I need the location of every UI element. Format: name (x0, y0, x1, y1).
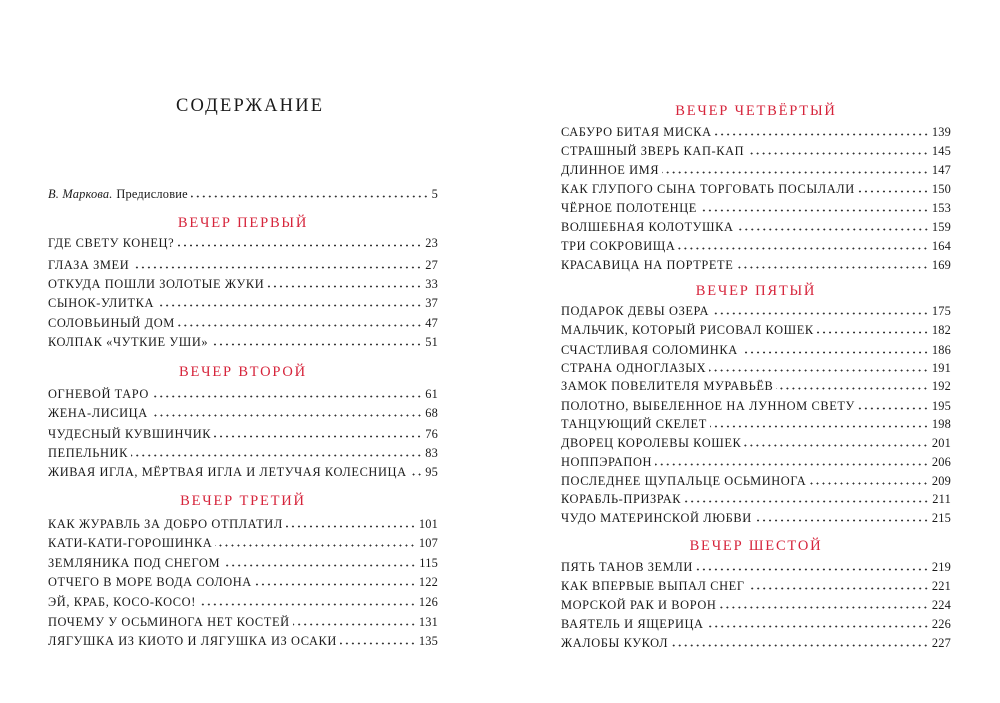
toc-entry[interactable] (561, 509, 951, 527)
entry-title: ОГНЕВОЙ ТАРО (48, 387, 149, 401)
entry-title: ТАНЦУЮЩИЙ СКЕЛЕТ (561, 417, 707, 431)
leader-dots (744, 444, 928, 447)
toc-entry[interactable] (48, 333, 438, 351)
page-number: 139 (931, 125, 951, 139)
toc-entry[interactable] (561, 577, 951, 595)
entry-title: ЧУДЕСНЫЙ КУВШИНЧИК (48, 427, 212, 441)
entry-title: ВАЯТЕЛЬ И ЯЩЕРИЦА (561, 617, 704, 631)
toc-entry[interactable] (561, 237, 951, 255)
page-number: 169 (931, 258, 951, 272)
entry-title: ПОСЛЕДНЕЕ ЩУПАЛЬЦЕ ОСЬМИНОГА (561, 474, 807, 488)
entry-title: САБУРО БИТАЯ МИСКА (561, 125, 712, 139)
leader-dots (255, 583, 416, 586)
toc-entry[interactable] (48, 463, 438, 481)
toc-entry[interactable] (561, 558, 951, 576)
entry-title: КАК ЖУРАВЛЬ ЗА ДОБРО ОТПЛАТИЛ (48, 517, 283, 531)
leader-dots (707, 625, 929, 628)
section-heading-evening-3: ВЕЧЕР ТРЕТИЙ (180, 493, 306, 509)
page-number: 51 (425, 335, 438, 349)
leader-dots (696, 568, 929, 571)
toc-entry-preface[interactable] (48, 185, 438, 203)
toc-entry[interactable] (561, 161, 951, 179)
leader-dots (809, 482, 928, 485)
page-number: 33 (425, 277, 438, 291)
entry-title: СЧАСТЛИВАЯ СОЛОМИНКА (561, 343, 738, 357)
leader-dots (267, 285, 422, 288)
section-heading-evening-2: ВЕЧЕР ВТОРОЙ (179, 364, 307, 380)
leader-dots (776, 387, 928, 390)
page-number: 153 (931, 201, 951, 215)
leader-dots (199, 603, 416, 606)
toc-entry[interactable] (48, 613, 438, 631)
page-number: 147 (931, 163, 951, 177)
entry-title: ЖАЛОБЫ КУКОЛ (561, 636, 669, 650)
toc-entry[interactable] (48, 294, 438, 312)
toc-entry[interactable] (561, 615, 951, 633)
leader-dots (755, 519, 929, 522)
toc-entry[interactable] (561, 256, 951, 274)
entry-title: КОЛПАК «ЧУТКИЕ УШИ» (48, 335, 209, 349)
leader-dots (151, 414, 422, 417)
page-number: 23 (425, 236, 438, 250)
page-number: 5 (431, 187, 438, 201)
toc-entry[interactable] (48, 573, 438, 591)
entry-title: ЖЕНА-ЛИСИЦА (48, 406, 148, 420)
toc-entry[interactable] (561, 218, 951, 236)
leader-dots (709, 369, 929, 372)
page-number: 164 (931, 239, 951, 253)
toc-entry[interactable] (48, 385, 438, 403)
leader-dots (211, 343, 422, 346)
leader-dots (131, 454, 422, 457)
entry-title: ДВОРЕЦ КОРОЛЕВЫ КОШЕК (561, 436, 742, 450)
entry-title: ОТЧЕГО В МОРЕ ВОДА СОЛОНА (48, 575, 252, 589)
leader-dots (741, 351, 929, 354)
toc-entry[interactable] (561, 321, 951, 339)
leader-dots (684, 500, 929, 503)
page-number: 47 (425, 316, 438, 330)
page-number: 175 (931, 304, 951, 318)
toc-entry[interactable] (561, 377, 951, 395)
entry-title: ДЛИННОЕ ИМЯ (561, 163, 660, 177)
page-number: 186 (931, 343, 951, 357)
leader-dots (719, 606, 928, 609)
leader-dots (215, 544, 415, 547)
leader-dots (737, 228, 929, 231)
leader-dots (177, 244, 422, 247)
leader-dots (223, 564, 416, 567)
preface-title: Предисловие (116, 187, 188, 201)
entry-title: ЖИВАЯ ИГЛА, МЁРТВАЯ ИГЛА И ЛЕТУЧАЯ КОЛЕСНИЦА (48, 465, 407, 479)
page-number: 201 (931, 436, 951, 450)
toc-entry[interactable] (561, 302, 951, 320)
leader-dots (700, 209, 929, 212)
toc-entry[interactable] (561, 359, 951, 377)
entry-title: КАК ВПЕРВЫЕ ВЫПАЛ СНЕГ (561, 579, 745, 593)
toc-entry[interactable] (48, 554, 438, 572)
leader-dots (655, 463, 929, 466)
entry-title: КАТИ-КАТИ-ГОРОШИНКА (48, 536, 213, 550)
toc-entry[interactable] (561, 142, 951, 160)
toc-entry[interactable] (48, 234, 438, 252)
page-number: 76 (425, 427, 438, 441)
leader-dots (715, 133, 929, 136)
toc-entry[interactable] (561, 634, 951, 652)
contents-title: СОДЕРЖАНИЕ (176, 96, 325, 116)
leader-dots (858, 407, 929, 410)
leader-dots (191, 195, 429, 198)
entry-title: ЛЯГУШКА ИЗ КИОТО И ЛЯГУШКА ИЗ ОСАКИ (48, 634, 337, 648)
page-number: 195 (931, 399, 951, 413)
page-number: 206 (931, 455, 951, 469)
entry-title: ПОЧЕМУ У ОСЬМИНОГА НЕТ КОСТЕЙ (48, 615, 290, 629)
leader-dots (736, 266, 928, 269)
leader-dots (340, 642, 416, 645)
toc-entry[interactable] (48, 404, 438, 422)
leader-dots (152, 395, 422, 398)
entry-title: ТРИ СОКРОВИЩА (561, 239, 676, 253)
toc-entry[interactable] (561, 199, 951, 217)
page-number: 101 (418, 517, 438, 531)
page-number: 68 (425, 406, 438, 420)
entry-title: ГЛАЗА ЗМЕИ (48, 258, 130, 272)
toc-entry[interactable] (48, 425, 438, 443)
toc-entry[interactable] (561, 123, 951, 141)
page-number: 159 (931, 220, 951, 234)
leader-dots (286, 525, 416, 528)
page-number: 227 (931, 636, 951, 650)
leader-dots (662, 171, 929, 174)
entry-title: ПОДАРОК ДЕВЫ ОЗЕРА (561, 304, 709, 318)
leader-dots (671, 644, 929, 647)
toc-entry[interactable] (48, 515, 438, 533)
entry-title: СОЛОВЬИНЫЙ ДОМ (48, 316, 175, 330)
entry-title: СЫНОК-УЛИТКА (48, 296, 155, 310)
page-number: 191 (931, 361, 951, 375)
leader-dots (214, 435, 422, 438)
toc-entry[interactable] (561, 180, 951, 198)
entry-title: КРАСАВИЦА НА ПОРТРЕТЕ (561, 258, 734, 272)
page-number: 107 (418, 536, 438, 550)
page-number: 221 (931, 579, 951, 593)
entry-title: СТРАШНЫЙ ЗВЕРЬ КАП-КАП (561, 144, 745, 158)
entry-title: ЭЙ, КРАБ, КОСО-КОСО! (48, 595, 196, 609)
page-number: 115 (419, 556, 438, 570)
leader-dots (712, 312, 929, 315)
toc-entry[interactable] (561, 415, 951, 433)
leader-dots (410, 473, 423, 476)
toc-entry[interactable] (48, 632, 438, 650)
entry-title: ЧУДО МАТЕРИНСКОЙ ЛЮБВИ (561, 511, 752, 525)
entry-title: КАК ГЛУПОГО СЫНА ТОРГОВАТЬ ПОСЫЛАЛИ (561, 182, 855, 196)
page-number: 209 (931, 474, 951, 488)
toc-entry[interactable] (48, 444, 438, 462)
leader-dots (748, 587, 929, 590)
toc-entry[interactable] (561, 596, 951, 614)
entry-title: ЗЕМЛЯНИКА ПОД СНЕГОМ (48, 556, 221, 570)
entry-title: МАЛЬЧИК, КОТОРЫЙ РИСОВАЛ КОШЕК (561, 323, 814, 337)
page-number: 198 (931, 417, 951, 431)
leader-dots (132, 266, 422, 269)
toc-entry[interactable] (48, 593, 438, 611)
leader-dots (678, 247, 928, 250)
toc-entry[interactable] (48, 256, 438, 274)
entry-title: ГДЕ СВЕТУ КОНЕЦ? (48, 236, 175, 250)
leader-dots (157, 304, 422, 307)
leader-dots (293, 623, 416, 626)
page-number: 192 (931, 379, 951, 393)
entry-title: ПОЛОТНО, ВЫБЕЛЕННОЕ НА ЛУННОМ СВЕТУ (561, 399, 855, 413)
toc-entry[interactable] (561, 341, 951, 359)
page-number: 135 (418, 634, 438, 648)
page-number: 226 (931, 617, 951, 631)
page-number: 211 (932, 492, 951, 506)
page-number: 145 (931, 144, 951, 158)
toc-entry[interactable] (561, 472, 951, 490)
toc-entry[interactable] (561, 397, 951, 415)
page-number: 61 (425, 387, 438, 401)
entry-title: ВОЛШЕБНАЯ КОЛОТУШКА (561, 220, 734, 234)
entry-title: КОРАБЛЬ-ПРИЗРАК (561, 492, 682, 506)
page-number: 37 (425, 296, 438, 310)
entry-title: ЧЁРНОЕ ПОЛОТЕНЦЕ (561, 201, 697, 215)
section-heading-evening-1: ВЕЧЕР ПЕРВЫЙ (177, 215, 309, 231)
toc-entry[interactable] (48, 534, 438, 552)
page-number: 224 (931, 598, 951, 612)
page-number: 122 (418, 575, 438, 589)
section-heading-evening-6: ВЕЧЕР ШЕСТОЙ (689, 538, 823, 554)
entry-title: ПЯТЬ ТАНОВ ЗЕМЛИ (561, 560, 693, 574)
leader-dots (747, 152, 929, 155)
leader-dots (817, 331, 929, 334)
page-number: 83 (425, 446, 438, 460)
page-number: 27 (425, 258, 438, 272)
section-heading-evening-4: ВЕЧЕР ЧЕТВЁРТЫЙ (675, 103, 837, 119)
page-number: 182 (931, 323, 951, 337)
page-number: 215 (931, 511, 951, 525)
leader-dots (178, 324, 422, 327)
page-number: 150 (931, 182, 951, 196)
page-number: 219 (931, 560, 951, 574)
toc-entry[interactable] (48, 314, 438, 332)
page-number: 126 (418, 595, 438, 609)
page-number: 131 (418, 615, 438, 629)
toc-entry[interactable] (561, 434, 951, 452)
toc-entry[interactable] (48, 275, 438, 293)
toc-entry[interactable] (561, 453, 951, 471)
section-heading-evening-5: ВЕЧЕР ПЯТЫЙ (695, 283, 817, 299)
entry-title: ОТКУДА ПОШЛИ ЗОЛОТЫЕ ЖУКИ (48, 277, 265, 291)
entry-title: НОППЭРАПОН (561, 455, 653, 469)
leader-dots (858, 190, 929, 193)
leader-dots (710, 425, 929, 428)
preface-author: В. Маркова. (48, 187, 113, 201)
page-number: 95 (425, 465, 438, 479)
entry-title: СТРАНА ОДНОГЛАЗЫХ (561, 361, 707, 375)
entry-title: МОРСКОЙ РАК И ВОРОН (561, 598, 717, 612)
toc-entry[interactable] (561, 490, 951, 508)
entry-title: ПЕПЕЛЬНИК (48, 446, 128, 460)
entry-title: ЗАМОК ПОВЕЛИТЕЛЯ МУРАВЬЁВ (561, 379, 774, 393)
